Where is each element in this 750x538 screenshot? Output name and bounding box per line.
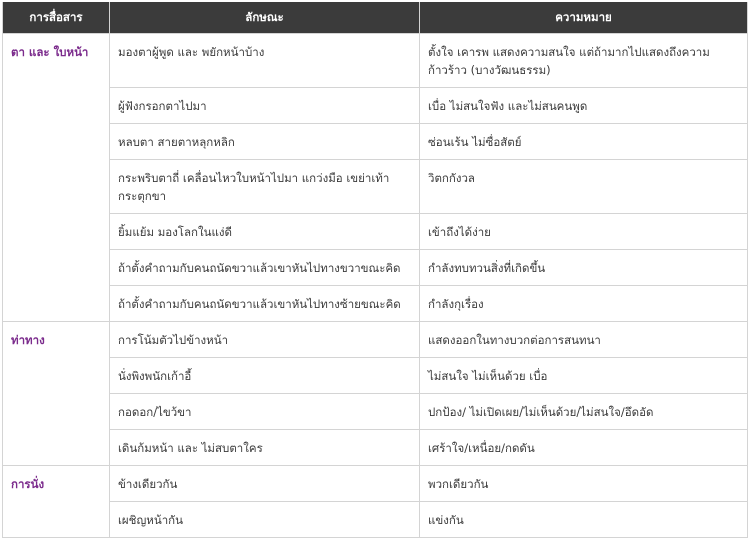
communication-table-container — [2, 2, 747, 538]
trait-cell: การโน้มตัวไปข้างหน้า — [110, 322, 420, 358]
header-communication: การสื่อสาร — [3, 2, 110, 34]
trait-cell: ผู้ฟังกรอกตาไปมา — [110, 88, 420, 124]
meaning-cell: กำลังกุเรื่อง — [420, 286, 748, 322]
trait-cell: เผชิญหน้ากัน — [110, 502, 420, 538]
category-posture: ท่าทาง — [3, 322, 110, 466]
table-row — [3, 34, 748, 88]
meaning-cell: ตั้งใจ เคารพ แสดงความสนใจ แต่ถ้ามากไปแสดงถึงความก้าวร้าว (บางวัฒนธรรม) — [420, 34, 748, 88]
nonverbal-communication-table — [2, 2, 748, 538]
meaning-cell: แสดงออกในทางบวกต่อการสนทนา — [420, 322, 748, 358]
meaning-cell: พวกเดียวกัน — [420, 466, 748, 502]
table-row — [3, 430, 748, 466]
trait-cell: เดินก้มหน้า และ ไม่สบตาใคร — [110, 430, 420, 466]
trait-cell: ถ้าตั้งคำถามกับคนถนัดขวาแล้วเขาหันไปทางซ้ายขณะคิด — [110, 286, 420, 322]
trait-cell: ยิ้มแย้ม มองโลกในแง่ดี — [110, 214, 420, 250]
meaning-cell: ซ่อนเร้น ไม่ซื่อสัตย์ — [420, 124, 748, 160]
trait-cell: กระพริบตาถี่ เคลื่อนไหวใบหน้าไปมา แกว่งมือ เขย่าเท้า กระตุกขา — [110, 160, 420, 214]
meaning-cell: แข่งกัน — [420, 502, 748, 538]
meaning-cell: เศร้าใจ/เหนื่อย/กดดัน — [420, 430, 748, 466]
trait-cell: กอดอก/ไขว้ขา — [110, 394, 420, 430]
meaning-cell: กำลังทบทวนสิ่งที่เกิดขึ้น — [420, 250, 748, 286]
header-characteristic: ลักษณะ — [110, 2, 420, 34]
trait-cell: ข้างเดียวกัน — [110, 466, 420, 502]
table-row — [3, 160, 748, 214]
table-row — [3, 322, 748, 358]
table-row — [3, 214, 748, 250]
meaning-cell: ปกป้อง/ ไม่เปิดเผย/ไม่เห็นด้วย/ไม่สนใจ/อึดอัด — [420, 394, 748, 430]
meaning-cell: เข้าถึงได้ง่าย — [420, 214, 748, 250]
category-eyes-face: ตา และ ใบหน้า — [3, 34, 110, 322]
header-meaning: ความหมาย — [420, 2, 748, 34]
table-header-row — [3, 2, 748, 34]
trait-cell: มองตาผู้พูด และ พยักหน้าบ้าง — [110, 34, 420, 88]
trait-cell: ถ้าตั้งคำถามกับคนถนัดขวาแล้วเขาหันไปทางขวาขณะคิด — [110, 250, 420, 286]
trait-cell: หลบตา สายตาหลุกหลิก — [110, 124, 420, 160]
trait-cell: นั่งพิงพนักเก้าอี้ — [110, 358, 420, 394]
table-row — [3, 286, 748, 322]
table-row — [3, 358, 748, 394]
table-row — [3, 88, 748, 124]
category-seating: การนั่ง — [3, 466, 110, 538]
meaning-cell: ไม่สนใจ ไม่เห็นด้วย เบื่อ — [420, 358, 748, 394]
meaning-cell: วิตกกังวล — [420, 160, 748, 214]
table-row — [3, 466, 748, 502]
meaning-cell: เบื่อ ไม่สนใจฟัง และไม่สนคนพูด — [420, 88, 748, 124]
table-row — [3, 250, 748, 286]
table-row — [3, 394, 748, 430]
table-row — [3, 124, 748, 160]
